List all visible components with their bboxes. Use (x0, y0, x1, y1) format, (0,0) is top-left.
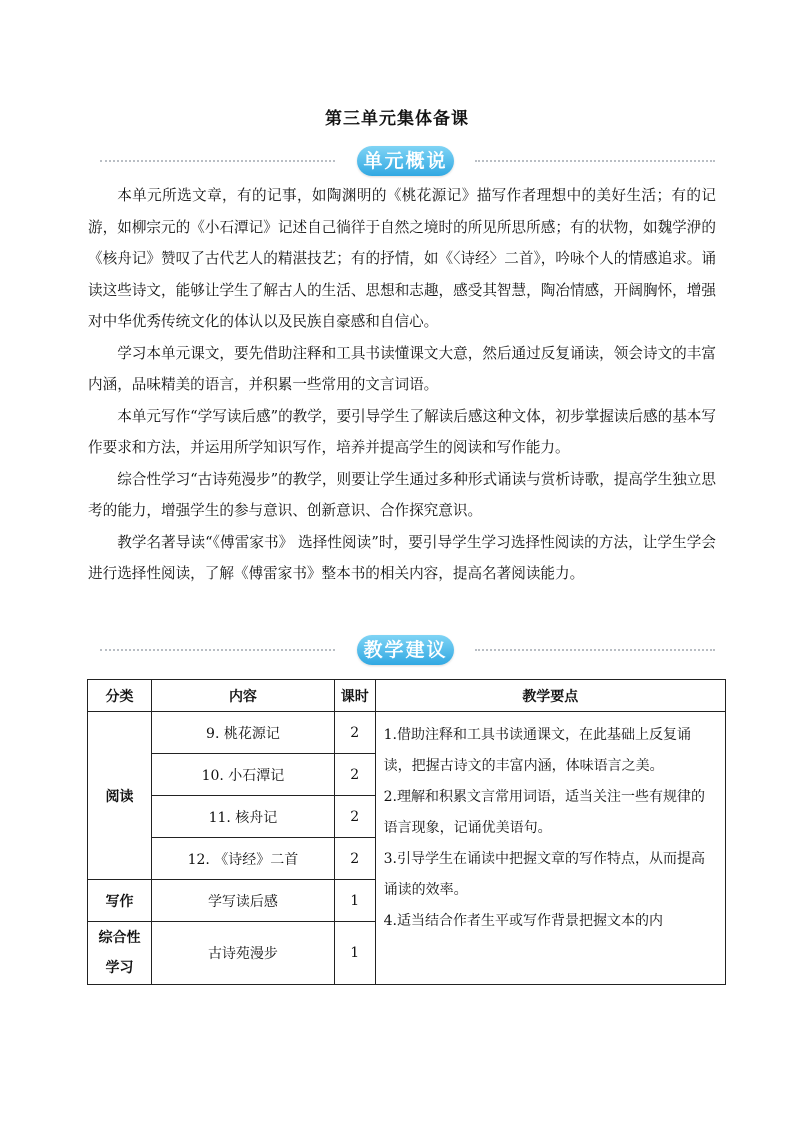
teaching-point: 2.理解和积累文言常用词语，适当关注一些有规律的语言现象，记诵优美语句。 (383, 789, 705, 836)
content-cell: 11. 核舟记 (152, 796, 335, 838)
section-heading-overview (100, 146, 715, 176)
teaching-point: 1.借助注释和工具书读通课文，在此基础上反复诵读，把握古诗文的丰富内涵，体味语言之美。 (383, 727, 691, 774)
paragraph: 教学名著导读“《傅雷家书》 选择性阅读”时，要引导学生学习选择性阅读的方法，让学生学会进行选择性阅读，了解《傅雷家书》整本书的相关内容，提高名著阅读能力。 (88, 533, 716, 582)
dotted-divider-left (100, 160, 335, 162)
paragraph: 本单元所选文章，有的记事，如陶渊明的《桃花源记》描写作者理想中的美好生活；有的记游，如柳宗元的《小石潭记》记述自己徜徉于自然之境时的所见所思所感；有的状物，如魏学洢的《核舟记》赞叹了古代艺人的精湛技艺；有的抒情，如《〈诗经〉二首》，吟咏个人的情感追求。诵读这些诗文，能够让学生了解古人的生活、思想和志趣，感受其智慧，陶冶情感，开阔胸怀，增强对中华优秀传统文化的体认以及民族自豪感和自信心。 (88, 187, 716, 330)
content-cell: 10. 小石潭记 (152, 754, 335, 796)
hours-cell: 2 (334, 712, 375, 754)
column-header: 教学要点 (375, 680, 725, 712)
content-cell: 古诗苑漫步 (152, 922, 335, 985)
dotted-divider-right (475, 160, 715, 162)
section-heading-label (348, 635, 463, 665)
dotted-divider-left (100, 649, 335, 651)
hours-cell: 1 (334, 880, 375, 922)
page-title: 第三单元集体备课 (325, 109, 469, 129)
teaching-points-cell (375, 712, 725, 985)
section-heading-suggestions (100, 635, 715, 665)
teaching-point: 3.引导学生在诵读中把握文章的写作特点，从而提高诵读的效率。 (383, 851, 705, 898)
section-heading-text: 单元概说 (357, 146, 453, 176)
paragraph: 本单元写作“学写读后感”的教学，要引导学生了解读后感这种文体，初步掌握读后感的基本写作要求和方法，并运用所学知识写作，培养并提高学生的阅读和写作能力。 (88, 407, 716, 456)
dotted-divider-right (475, 649, 715, 651)
hours-cell: 2 (334, 754, 375, 796)
content-cell: 12. 《诗经》二首 (152, 838, 335, 880)
teaching-point: 4.适当结合作者生平或写作背景把握文本的内 (383, 913, 663, 929)
paragraph: 学习本单元课文，要先借助注释和工具书读懂课文大意，然后通过反复诵读，领会诗文的丰富内涵，品味精美的语言，并积累一些常用的文言词语。 (88, 344, 716, 393)
content-cell: 学写读后感 (152, 880, 335, 922)
column-header: 分类 (88, 680, 152, 712)
overview-text (88, 180, 716, 590)
paragraph: 综合性学习“古诗苑漫步”的教学，则要让学生通过多种形式诵读与赏析诗歌，提高学生独立思考的能力，增强学生的参与意识、创新意识、合作探究意识。 (88, 470, 716, 519)
section-heading-label (348, 146, 463, 176)
category-cell (88, 922, 152, 985)
category-cell: 阅读 (88, 712, 152, 880)
column-header: 课时 (334, 680, 375, 712)
table-row (88, 712, 726, 754)
hours-cell: 2 (334, 796, 375, 838)
column-header: 内容 (152, 680, 335, 712)
category-label: 综合性学习 (98, 930, 141, 976)
hours-cell: 1 (334, 922, 375, 985)
table-header-row (88, 680, 726, 712)
section-heading-text: 教学建议 (357, 635, 453, 665)
category-cell: 写作 (88, 880, 152, 922)
teaching-plan-table (87, 679, 726, 985)
hours-cell: 2 (334, 838, 375, 880)
content-cell: 9. 桃花源记 (152, 712, 335, 754)
